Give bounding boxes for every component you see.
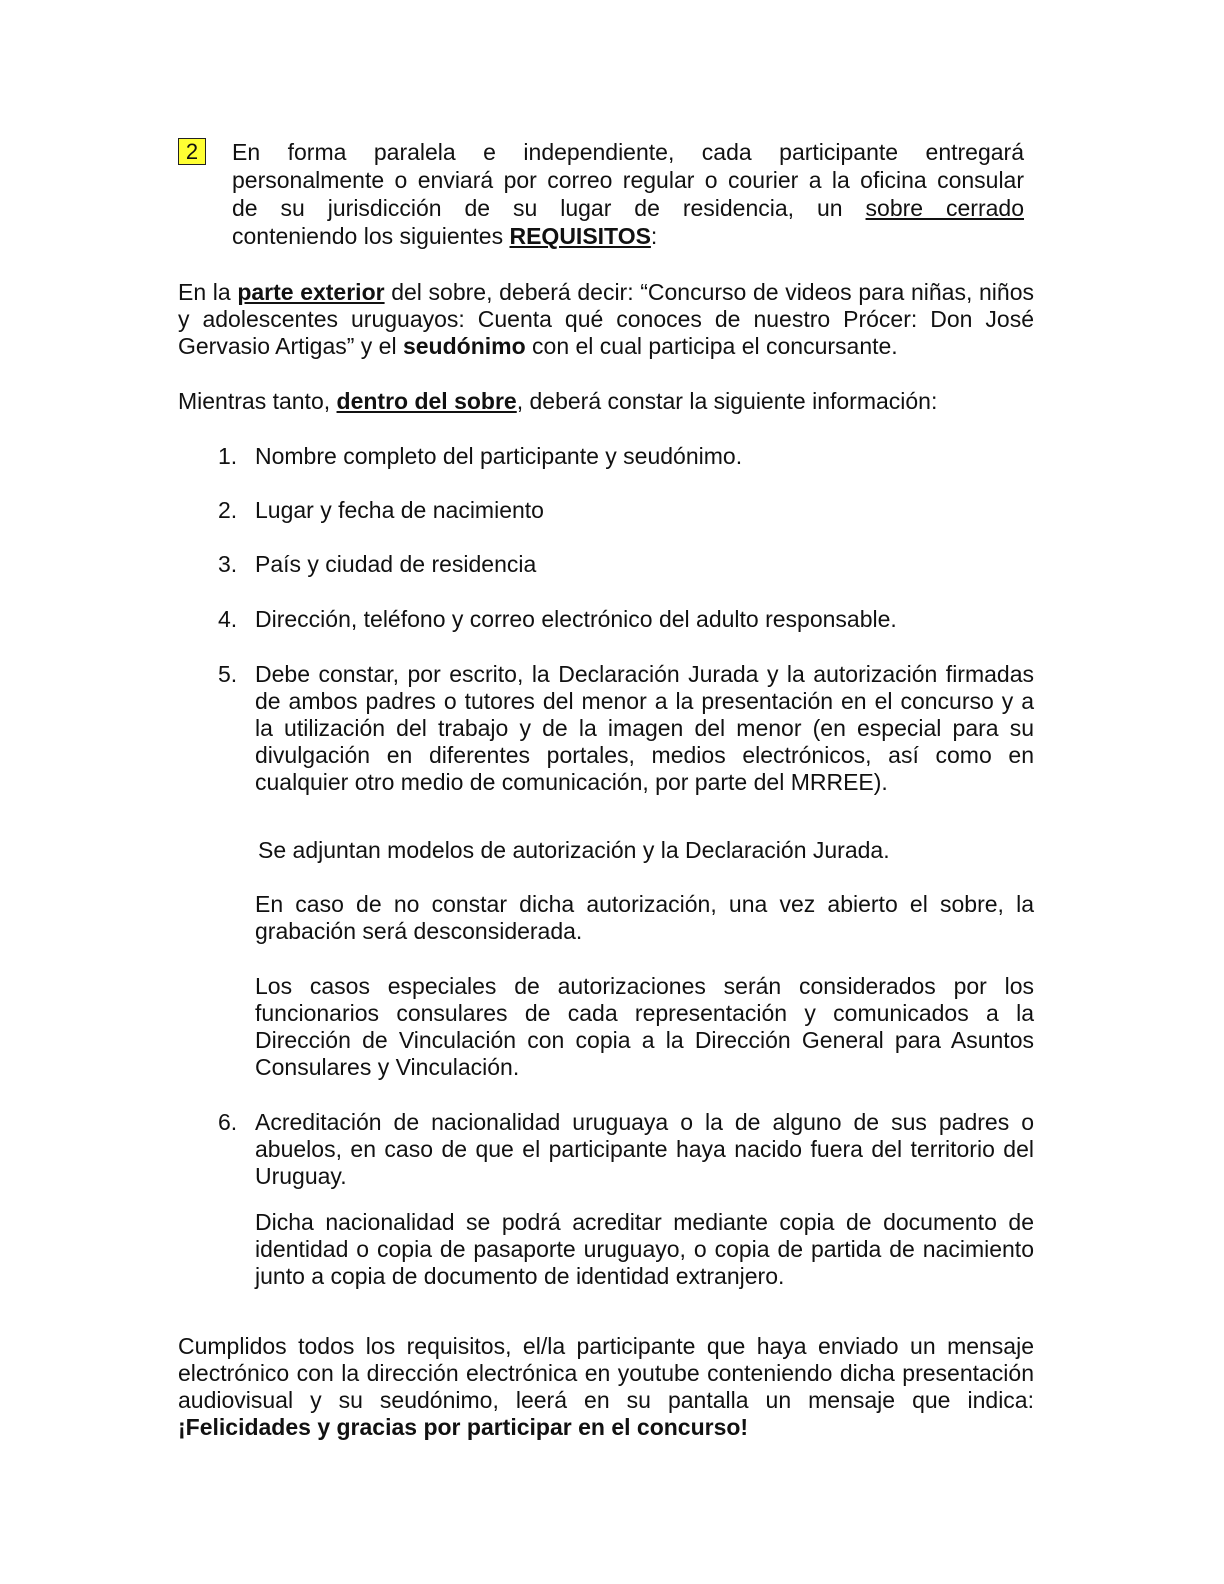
sobre-cerrado-text: sobre cerrado	[865, 195, 1024, 221]
closing-paragraph: Cumplidos todos los requisitos, el/la participante que haya enviado un mensaje electrónico con la dirección electrónica en youtube conteniendo dicha presentación audiovisual y su seudónimo, leerá en su pantalla un mensaje que indica: ¡Felicidades y gracias por participar en el concurso!	[178, 1333, 1034, 1440]
section-number-badge: 2	[178, 138, 206, 165]
exterior-paragraph: En la parte exterior del sobre, deberá decir: “Concurso de videos para niñas, niños y adolescentes uruguayos: Cuenta qué conoces de nuestro Prócer: Don José Gervasio Artigas” y el seudónimo con el cual participa el concursante.	[178, 279, 1034, 359]
section-2-line: de su jurisdicción de su lugar de residencia, un sobre cerrado	[232, 195, 1024, 221]
section-2-paragraph	[232, 138, 1024, 250]
section-2-line: En forma paralela e independiente, cada participante entregará	[232, 139, 1024, 165]
congratulations-message: ¡Felicidades y gracias por participar en el concurso!	[178, 1414, 749, 1440]
requisitos-text: REQUISITOS	[509, 223, 651, 249]
document-page: 2 En forma paralela e independiente, cada participante entregará personalmente o enviará por correo regular o courier a la oficina consular de su jurisdicción de su lugar de residencia, un sobre cerrado conteniendo los siguientes REQUISITOS: En la parte exterior del sobre, deberá decir: “Concurso de videos para niñas, niños y adolescentes uruguayos: Cuenta qué conoces de nuestro Prócer: Don José Gervasio Artigas” y el seudónimo con el cual participa el concursante. Mientras tanto, dentro del sobre, deberá constar la siguiente información: 1. Nombre completo del participante y seudónimo. 2. Lugar y fecha de nacimiento 3. País y ciudad de residencia 4. Dirección, teléfono y correo electrónico del adulto responsable. 5. Debe constar, por escrito, la Declaración Jurada y la autorización firmadas de ambos padres o tutores del menor a la presentación en el concurso y a la utilización del trabajo y de la imagen del menor (en especial para su divulgación en diferentes portales, medios electrónicos, así como en cualquier otro medio de comunicación, por parte del MRREE). Se adjuntan modelos de autorización y la Declaración Jurada. En caso de no constar dicha autorización, una vez abierto el sobre, la grabación será desconsiderada. Los casos especiales de autorizaciones serán considerados por los funcionarios consulares de cada representación y comunicados a la Dirección de Vinculación con copia a la Dirección General para Asuntos Consulares y Vinculación. 6. Acreditación de nacionalidad uruguaya o la de alguno de sus padres o abuelos, en caso de que el participante haya nacido fuera del territorio del Uruguay. Dicha nacionalidad se podrá acreditar mediante copia de documento de identidad o copia de pasaporte uruguayo, o copia de partida de nacimiento junto a copia de documento de identidad extranjero. Cumplidos todos los requisitos, el/la participante que haya enviado un mensaje electrónico con la dirección electrónica en youtube conteniendo dicha presentación audiovisual y su seudónimo, leerá en su pantalla un mensaje que indica: ¡Felicidades y gracias por participar en el concurso!	[0, 0, 1224, 1584]
inside-paragraph: Mientras tanto, dentro del sobre, deberá constar la siguiente información:	[178, 388, 938, 414]
item-6-note: Dicha nacionalidad se podrá acreditar mediante copia de documento de identidad o copia de pasaporte uruguayo, o copia de partida de nacimiento junto a copia de documento de identidad extranjero.	[255, 1209, 1034, 1289]
section-2-line: conteniendo los siguientes REQUISITOS:	[232, 223, 658, 249]
item-5-note: Los casos especiales de autorizaciones serán considerados por los funcionarios consulares de cada representación y comunicados a la Dirección de Vinculación con copia a la Dirección General para Asuntos Consulares y Vinculación.	[255, 973, 1034, 1080]
item-5-note: Se adjuntan modelos de autorización y la Declaración Jurada.	[258, 837, 890, 863]
section-2-line: personalmente o enviará por correo regular o courier a la oficina consular	[232, 167, 1024, 193]
item-5-note: En caso de no constar dicha autorización, una vez abierto el sobre, la grabación será desconsiderada.	[255, 891, 1034, 944]
